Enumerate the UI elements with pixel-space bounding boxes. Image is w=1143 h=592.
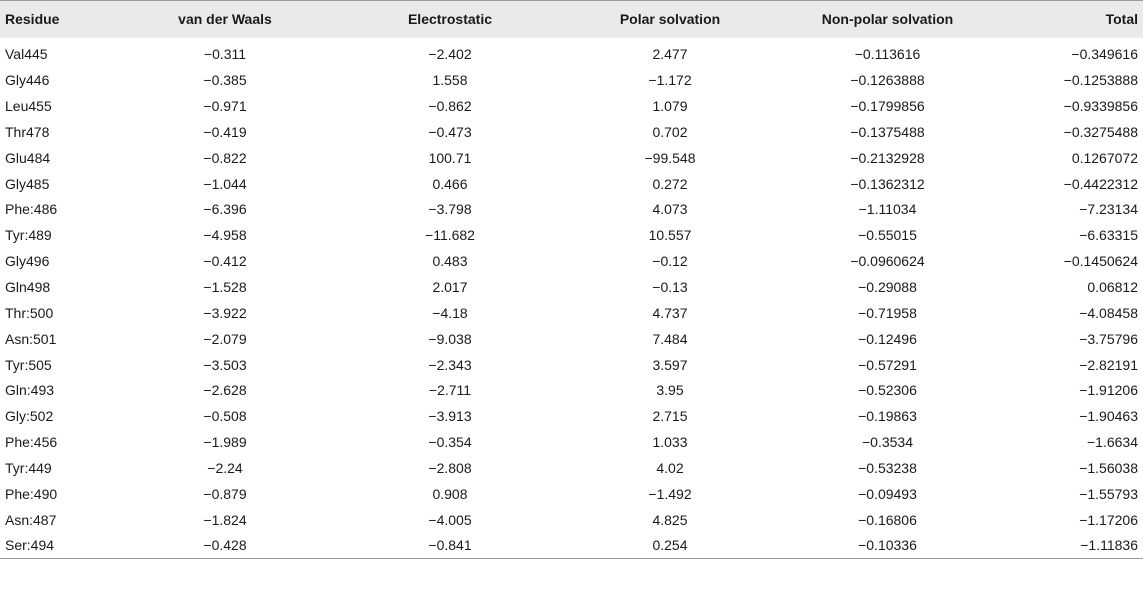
value-cell: −0.311 <box>203 46 247 63</box>
table-row <box>0 377 1143 403</box>
value-cell: −1.044 <box>203 175 247 192</box>
residue-cell: Thr478 <box>5 123 50 140</box>
value-cell: −0.1253888 <box>1063 72 1138 89</box>
value-cell: −3.922 <box>203 304 247 321</box>
column-header: Total <box>995 1 1143 38</box>
value-cell: −0.09493 <box>858 485 917 502</box>
residue-cell: Glu484 <box>5 149 51 166</box>
residue-cell: Leu455 <box>5 98 52 115</box>
residue-cell: Gln:493 <box>5 382 55 399</box>
residue-cell: Gly446 <box>5 72 50 89</box>
table-row <box>0 300 1143 326</box>
value-cell: 0.483 <box>432 253 468 270</box>
value-cell: −1.824 <box>203 511 247 528</box>
value-cell: −0.19863 <box>858 408 917 425</box>
value-cell: −7.23134 <box>1079 201 1138 218</box>
value-cell: −0.1263888 <box>850 72 925 89</box>
value-cell: −0.971 <box>203 98 247 115</box>
value-cell: −0.113616 <box>854 46 921 63</box>
value-cell: −0.1375488 <box>850 123 925 140</box>
value-cell: 2.017 <box>432 279 468 296</box>
value-cell: −1.528 <box>203 279 247 296</box>
table-row <box>0 507 1143 533</box>
residue-cell: Phe:486 <box>5 201 58 218</box>
value-cell: −3.798 <box>428 201 472 218</box>
value-cell: −4.958 <box>203 227 247 244</box>
table-row <box>0 119 1143 145</box>
value-cell: −1.90463 <box>1079 408 1138 425</box>
value-cell: −0.2132928 <box>850 149 925 166</box>
value-cell: −0.12496 <box>858 330 917 347</box>
value-cell: 1.079 <box>652 98 688 115</box>
table-row <box>0 455 1143 481</box>
residue-cell: Val445 <box>5 46 48 63</box>
value-cell: −1.172 <box>648 72 692 89</box>
value-cell: 0.908 <box>432 485 468 502</box>
value-cell: −1.56038 <box>1079 459 1138 476</box>
value-cell: −0.879 <box>203 485 247 502</box>
value-cell: −1.6634 <box>1087 434 1138 451</box>
table-row <box>0 197 1143 223</box>
value-cell: 0.466 <box>432 175 468 192</box>
value-cell: −0.0960624 <box>850 253 925 270</box>
value-cell: −0.862 <box>428 98 472 115</box>
residue-cell: Gln498 <box>5 279 51 296</box>
value-cell: −1.91206 <box>1079 382 1138 399</box>
value-cell: −0.12 <box>652 253 688 270</box>
value-cell: −1.55793 <box>1079 485 1138 502</box>
value-cell: 3.597 <box>652 356 688 373</box>
residue-cell: Asn:501 <box>5 330 57 347</box>
table-row <box>0 352 1143 378</box>
table-row <box>0 429 1143 455</box>
value-cell: −1.989 <box>203 434 247 451</box>
value-cell: −0.57291 <box>858 356 917 373</box>
table-body <box>0 38 1143 559</box>
residue-cell: Phe:490 <box>5 485 58 502</box>
column-header: Polar solvation <box>560 1 780 38</box>
value-cell: 0.1267072 <box>1071 149 1138 166</box>
value-cell: −0.354 <box>428 434 472 451</box>
residue-cell: Gly496 <box>5 253 50 270</box>
value-cell: 1.033 <box>652 434 688 451</box>
value-cell: −0.385 <box>203 72 247 89</box>
value-cell: 1.558 <box>432 72 468 89</box>
value-cell: −0.841 <box>340 533 560 559</box>
value-cell: −6.63315 <box>1079 227 1138 244</box>
value-cell: −2.402 <box>428 46 472 63</box>
value-cell: −0.10336 <box>780 533 995 559</box>
value-cell: 2.477 <box>652 46 688 63</box>
value-cell: −0.822 <box>203 149 247 166</box>
value-cell: −2.24 <box>207 459 243 476</box>
value-cell: −2.82191 <box>1079 356 1138 373</box>
table-row <box>0 222 1143 248</box>
table-row <box>0 248 1143 274</box>
value-cell: −3.913 <box>428 408 472 425</box>
value-cell: 4.073 <box>652 201 688 218</box>
value-cell: 2.715 <box>652 408 688 425</box>
value-cell: −11.682 <box>425 227 475 244</box>
value-cell: −0.412 <box>203 253 247 270</box>
table-header <box>0 1 1143 38</box>
residue-cell: Ser:494 <box>0 533 110 559</box>
value-cell: −4.08458 <box>1079 304 1138 321</box>
value-cell: −0.419 <box>203 123 247 140</box>
table-row <box>0 533 1143 559</box>
value-cell: −0.3534 <box>862 434 913 451</box>
value-cell: −0.52306 <box>858 382 917 399</box>
value-cell: 4.02 <box>656 459 684 476</box>
value-cell: −0.3275488 <box>1063 123 1138 140</box>
value-cell: 0.272 <box>652 175 688 192</box>
value-cell: −0.349616 <box>1071 46 1138 63</box>
value-cell: −0.55015 <box>858 227 917 244</box>
value-cell: 4.737 <box>652 304 688 321</box>
residue-cell: Tyr:489 <box>5 227 52 244</box>
residue-cell: Gly:502 <box>5 408 54 425</box>
column-header: van der Waals <box>110 1 340 38</box>
value-cell: −0.13 <box>652 279 688 296</box>
value-cell: −1.17206 <box>1079 511 1138 528</box>
value-cell: 3.95 <box>656 382 684 399</box>
value-cell: −2.711 <box>428 382 472 399</box>
column-header: Non-polar solvation <box>780 1 995 38</box>
value-cell: −0.4422312 <box>1063 175 1138 192</box>
value-cell: −6.396 <box>203 201 247 218</box>
value-cell: 4.825 <box>652 511 688 528</box>
value-cell: −2.628 <box>203 382 247 399</box>
value-cell: 0.06812 <box>1087 279 1138 296</box>
value-cell: −0.9339856 <box>1063 98 1138 115</box>
value-cell: −0.1450624 <box>1063 253 1138 270</box>
residue-cell: Phe:456 <box>5 434 58 451</box>
value-cell: 0.254 <box>560 533 780 559</box>
table-row <box>0 403 1143 429</box>
value-cell: −2.343 <box>428 356 472 373</box>
residue-cell: Tyr:505 <box>5 356 52 373</box>
value-cell: 7.484 <box>652 330 688 347</box>
table-row <box>0 93 1143 119</box>
table-row <box>0 145 1143 171</box>
value-cell: −0.473 <box>428 123 472 140</box>
table-row <box>0 274 1143 300</box>
column-header: Residue <box>0 1 110 38</box>
value-cell: −99.548 <box>644 149 696 166</box>
value-cell: −3.75796 <box>1079 330 1138 347</box>
table-row <box>0 481 1143 507</box>
value-cell: −0.16806 <box>858 511 917 528</box>
value-cell: −1.11836 <box>995 533 1143 559</box>
residue-cell: Gly485 <box>5 175 50 192</box>
header-row <box>0 1 1143 38</box>
table-row <box>0 67 1143 93</box>
value-cell: −1.492 <box>648 485 692 502</box>
table-row <box>0 171 1143 197</box>
column-header: Electrostatic <box>340 1 560 38</box>
value-cell: 10.557 <box>648 227 692 244</box>
residue-cell: Tyr:449 <box>5 459 52 476</box>
value-cell: −0.53238 <box>858 459 917 476</box>
value-cell: −0.71958 <box>858 304 917 321</box>
residue-cell: Thr:500 <box>5 304 54 321</box>
value-cell: 100.71 <box>428 149 472 166</box>
value-cell: −3.503 <box>203 356 247 373</box>
value-cell: 0.702 <box>652 123 688 140</box>
value-cell: −0.508 <box>203 408 247 425</box>
value-cell: −4.005 <box>428 511 472 528</box>
value-cell: −2.079 <box>203 330 247 347</box>
residue-cell: Asn:487 <box>5 511 57 528</box>
value-cell: −9.038 <box>428 330 472 347</box>
table-row <box>0 326 1143 352</box>
value-cell: −1.11034 <box>858 201 917 218</box>
value-cell: −0.29088 <box>858 279 917 296</box>
value-cell: −0.1362312 <box>850 175 925 192</box>
table-row <box>0 38 1143 68</box>
value-cell: −0.428 <box>110 533 340 559</box>
value-cell: −4.18 <box>432 304 468 321</box>
value-cell: −2.808 <box>428 459 472 476</box>
value-cell: −0.1799856 <box>850 98 925 115</box>
